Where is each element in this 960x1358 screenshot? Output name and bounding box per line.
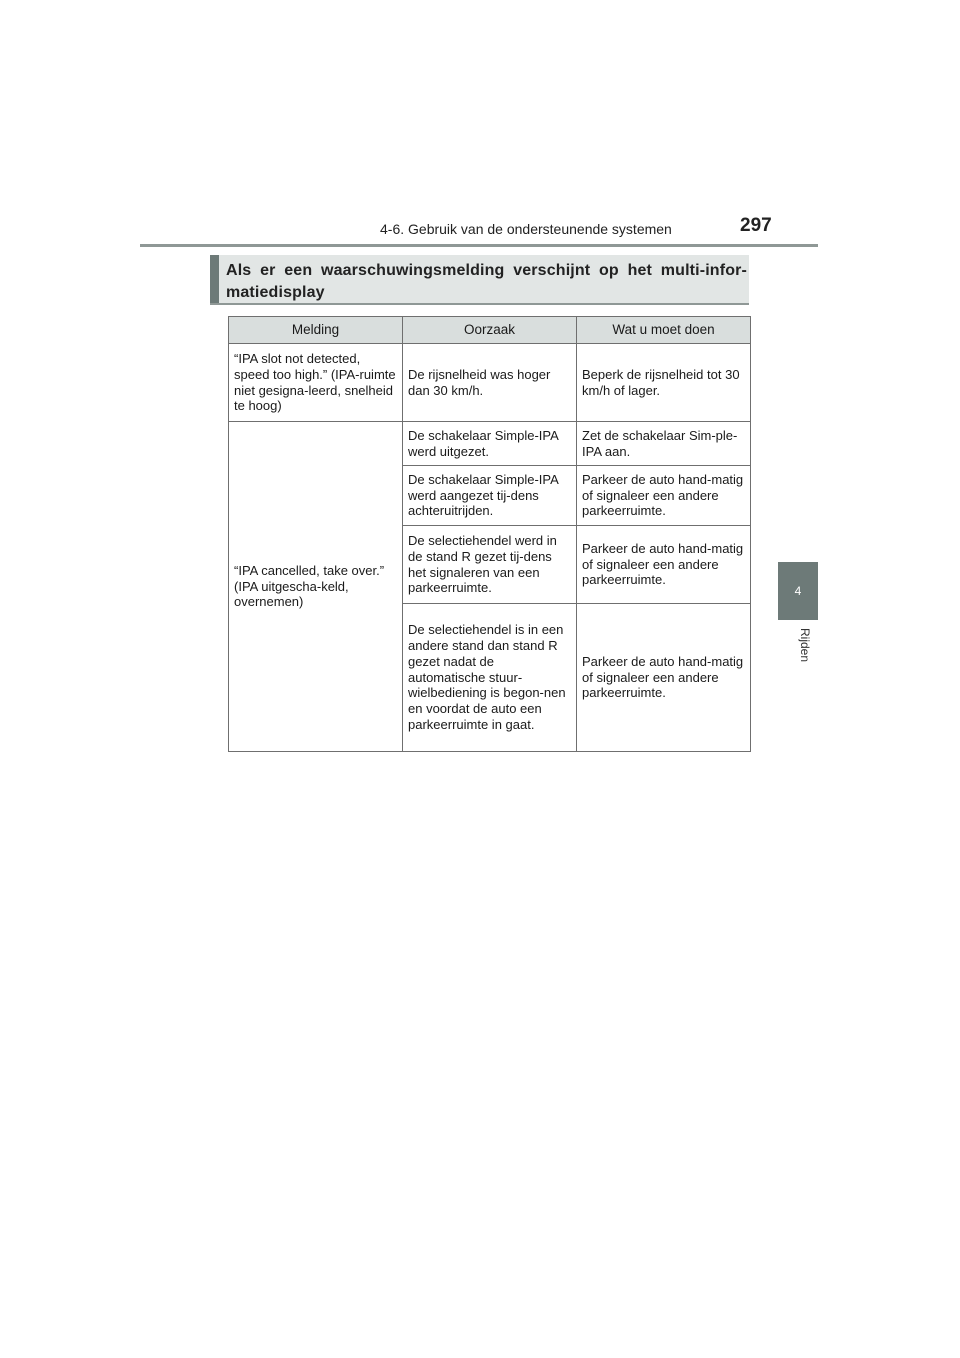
action-cell: Beperk de rijsnelheid tot 30 km/h of lager.	[577, 344, 751, 422]
cause-cell: De schakelaar Simple-IPA werd aangezet tij-dens achteruitrijden.	[403, 466, 577, 526]
message-cell: “IPA cancelled, take over.” (IPA uitgescha-keld, overnemen)	[229, 422, 403, 752]
header-oorzaak: Oorzaak	[403, 317, 577, 344]
cause-cell: De schakelaar Simple-IPA werd uitgezet.	[403, 422, 577, 466]
table-header-row	[229, 317, 751, 344]
chapter-tab: 4	[778, 562, 818, 620]
notice-accent-bar	[210, 255, 219, 303]
cause-cell: De rijsnelheid was hoger dan 30 km/h.	[403, 344, 577, 422]
table-row	[229, 422, 751, 466]
page-number: 297	[740, 215, 772, 236]
table-row	[229, 344, 751, 422]
message-cell: “IPA slot not detected, speed too high.” (IPA-ruimte niet gesigna-leerd, snelheid te hoog)	[229, 344, 403, 422]
action-cell: Zet de schakelaar Sim-ple-IPA aan.	[577, 422, 751, 466]
notice-title: Als er een waarschuwingsmelding verschijnt op het multi-infor-matiedisplay	[226, 262, 747, 301]
action-cell: Parkeer de auto hand-matig of signaleer een andere parkeerruimte.	[577, 526, 751, 604]
cause-cell: De selectiehendel is in een andere stand dan stand R gezet nadat de automatische stuur-wielbediening is begon-nen en voordat de auto een parkeerruimte in gaat.	[403, 604, 577, 752]
notice-heading-box	[210, 255, 749, 305]
header-wat-u-moet-doen: Wat u moet doen	[577, 317, 751, 344]
header-melding: Melding	[229, 317, 403, 344]
chapter-label: Rijden	[798, 628, 812, 663]
action-cell: Parkeer de auto hand-matig of signaleer een andere parkeerruimte.	[577, 604, 751, 752]
cause-cell: De selectiehendel werd in de stand R gezet tij-dens het signaleren van een parkeerruimte.	[403, 526, 577, 604]
action-cell: Parkeer de auto hand-matig of signaleer een andere parkeerruimte.	[577, 466, 751, 526]
warning-message-table	[228, 316, 751, 752]
section-title: 4-6. Gebruik van de ondersteunende systemen	[380, 221, 672, 237]
